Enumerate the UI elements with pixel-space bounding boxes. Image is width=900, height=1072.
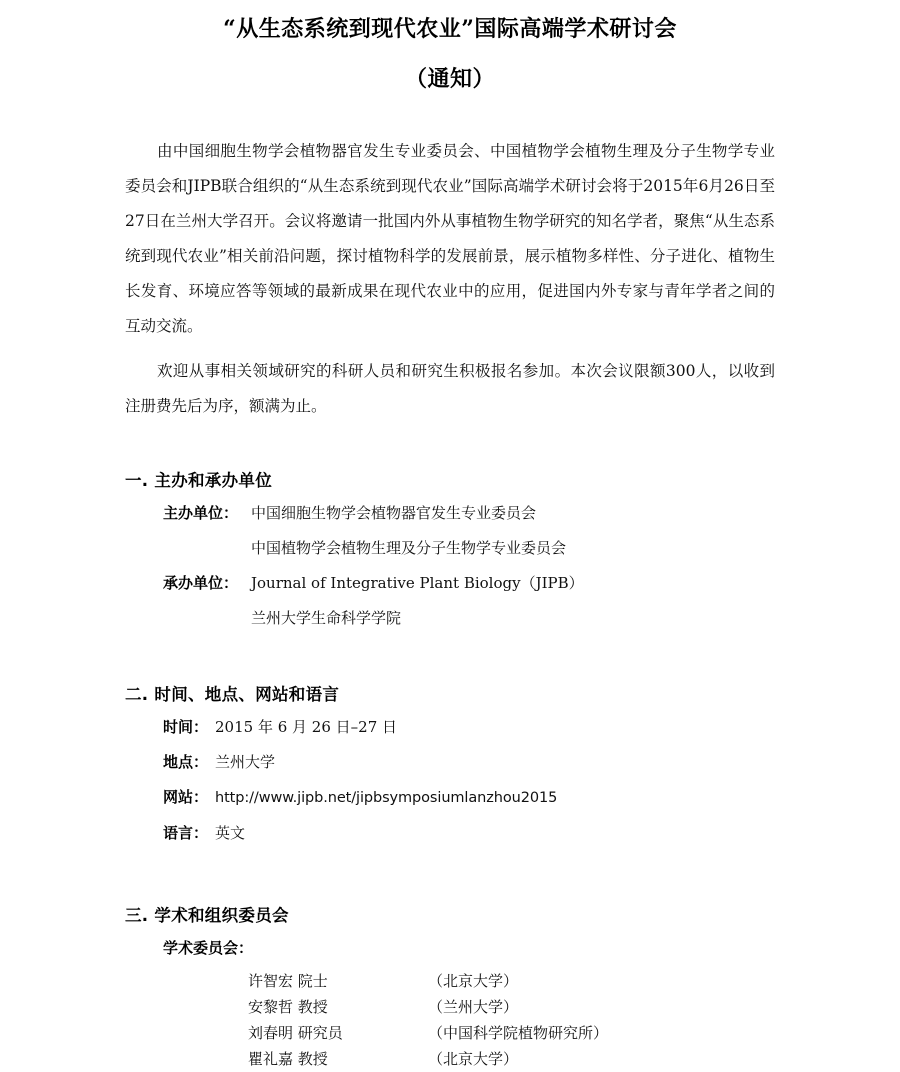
section-heading-organizers: 一. 主办和承办单位 <box>125 471 273 490</box>
member-affiliation: （北京大学） <box>428 1050 519 1068</box>
member-name: 安黎哲 教授 <box>248 998 328 1016</box>
host-value-secondary: 中国植物学会植物生理及分子生物学专业委员会 <box>251 539 567 557</box>
list-item <box>248 968 775 994</box>
member-affiliation: （北京大学） <box>428 972 519 990</box>
host-value: 中国细胞生物学会植物器官发生专业委员会 <box>251 504 537 522</box>
organizer-value-secondary: 兰州大学生命科学学院 <box>251 609 402 627</box>
place-value: 兰州大学 <box>215 753 276 771</box>
member-name: 刘春明 研究员 <box>248 1024 343 1042</box>
page-title: “从生态系统到现代农业”国际高端学术研讨会 <box>223 16 677 42</box>
member-name: 许智宏 院士 <box>248 972 328 990</box>
language-label: 语言： <box>163 824 209 842</box>
website-row <box>163 780 775 816</box>
place-row <box>163 745 775 780</box>
academic-committee-label: 学术委员会： <box>163 939 254 957</box>
member-affiliation: （中国科学院植物研究所） <box>428 1024 609 1042</box>
organizer-row <box>163 566 775 601</box>
academic-committee-list <box>125 968 775 1072</box>
organizer-value: Journal of Integrative Plant Biology（JIPB） <box>251 574 584 592</box>
host-label: 主办单位： <box>163 504 239 522</box>
page-subtitle: （通知） <box>404 66 495 92</box>
time-label: 时间： <box>163 718 209 736</box>
time-value: 2015 年 6 月 26 日–27 日 <box>215 718 397 736</box>
member-affiliation: （兰州大学） <box>428 998 519 1016</box>
organizer-label: 承办单位： <box>163 574 239 592</box>
member-name: 瞿礼嘉 教授 <box>248 1050 328 1068</box>
language-row <box>163 816 775 851</box>
host-row <box>163 496 775 531</box>
website-label: 网站： <box>163 788 209 806</box>
time-row <box>163 710 775 745</box>
list-item <box>248 994 775 1020</box>
registration-paragraph: 欢迎从事相关领域研究的科研人员和研究生积极报名参加。本次会议限额300人，以收到注册费先后为序，额满为止。 <box>125 362 775 415</box>
list-item <box>248 1046 775 1072</box>
intro-paragraph: 由中国细胞生物学会植物器官发生专业委员会、中国植物学会植物生理及分子生物学专业委员会和JIPB联合组织的“从生态系统到现代农业”国际高端学术研讨会将于2015年6月26日至27日在兰州大学召开。会议将邀请一批国内外从事植物生物学研究的知名学者，聚焦“从生态系统到现代农业”相关前沿问题，探讨植物科学的发展前景，展示植物多样性、分子进化、植物生长发育、环境应答等领域的最新成果在现代农业中的应用，促进国内外专家与青年学者之间的互动交流。 <box>125 142 775 335</box>
section-heading-details: 二. 时间、地点、网站和语言 <box>125 685 340 704</box>
website-link[interactable]: http://www.jipb.net/jipbsymposiumlanzhou2015 <box>215 790 558 806</box>
language-value: 英文 <box>215 824 246 842</box>
place-label: 地点： <box>163 753 209 771</box>
list-item <box>248 1020 775 1046</box>
section-heading-committee: 三. 学术和组织委员会 <box>125 906 289 925</box>
